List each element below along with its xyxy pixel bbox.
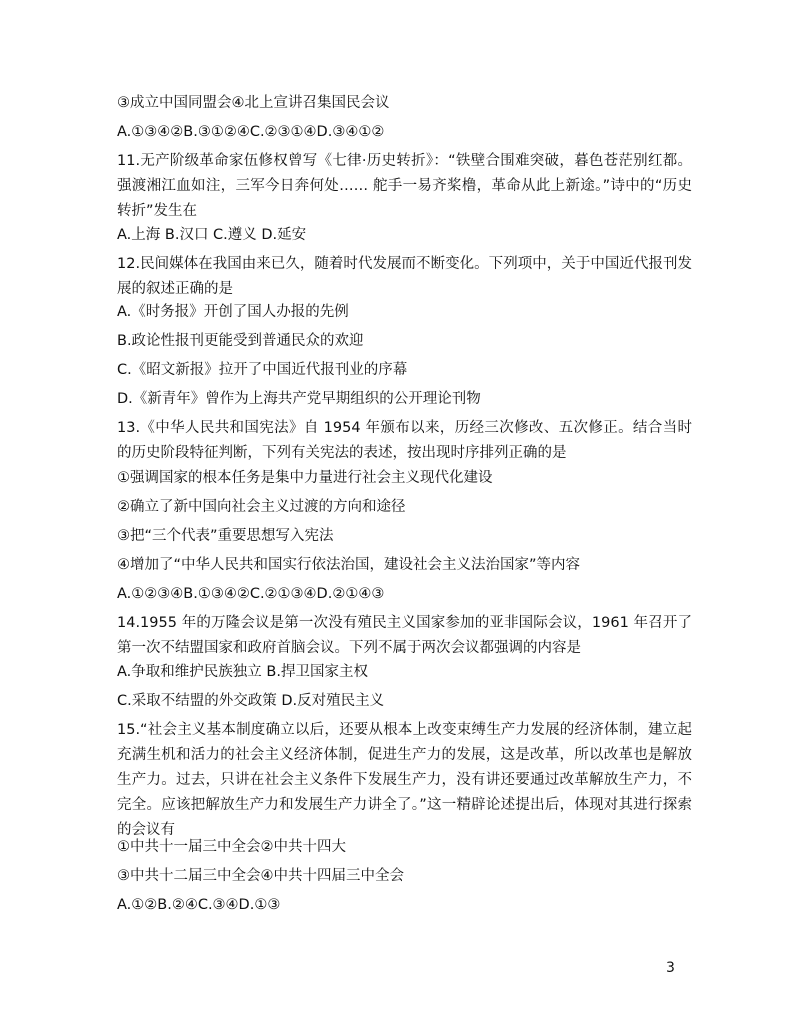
q12-stem: 12.民间媒体在我国由来已久，随着时代发展而不断变化。下列项中，关于中国近代报刊发展的叙述正确的是 xyxy=(117,256,692,297)
q15-items-1-2: ①中共十一届三中全会②中共十四大 xyxy=(117,839,346,855)
page-number: 3 xyxy=(666,960,675,976)
q11-stem: 11.无产阶级革命家伍修权曾写《七律·历史转折》：“铁壁合围难突破，暮色苍茫别红都。强渡湘江血如注，三军今日奔何处…… 舵手一易齐桨橹，革命从此上新途。”诗中的“历史转折”发生在 xyxy=(117,153,692,219)
q15-options: A.①②B.②④C.③④D.①③ xyxy=(117,897,281,913)
q14-stem: 14.1955 年的万隆会议是第一次没有殖民主义国家参加的亚非国际会议，1961 年召开了第一次不结盟国家和政府首脑会议。下列不属于两次会议都强调的内容是 xyxy=(117,615,692,656)
q10-items: ③成立中国同盟会④北上宣讲召集国民会议 xyxy=(117,95,390,111)
q13-options: A.①②③④B.①③④②C.②①③④D.②①④③ xyxy=(117,586,385,602)
q15-stem: 15.“社会主义基本制度确立以后，还要从根本上改变束缚生产力发展的经济体制，建立起充满生机和活力的社会主义经济体制，促进生产力的发展，这是改革，所以改革也是解放生产力。过去，只讲在社会主义条件下发展生产力，没有讲还要通过改革解放生产力，不完全。应该把解放生产力和发展生产力讲全了。”这一精辟论述提出后，体现对其进行探索的会议有 xyxy=(117,722,692,838)
q12-option-d: D.《新青年》曾作为上海共产党早期组织的公开理论刊物 xyxy=(117,391,481,407)
q12-option-a: A.《时务报》开创了国人办报的先例 xyxy=(117,304,349,320)
q13-item-2: ②确立了新中国向社会主义过渡的方向和途径 xyxy=(117,499,406,515)
q13-item-3: ③把“三个代表”重要思想写入宪法 xyxy=(117,528,334,544)
q12-option-b: B.政论性报刊更能受到普通民众的欢迎 xyxy=(117,333,364,349)
q11-options: A.上海 B.汉口 C.遵义 D.延安 xyxy=(117,227,307,243)
q13-item-1: ①强调国家的根本任务是集中力量进行社会主义现代化建设 xyxy=(117,470,493,486)
q15-items-3-4: ③中共十二届三中全会④中共十四届三中全会 xyxy=(117,868,404,884)
q13-stem: 13.《中华人民共和国宪法》自 1954 年颁布以来，历经三次修改、五次修正。结合当时的历史阶段特征判断，下列有关宪法的表述，按出现时序排列正确的是 xyxy=(117,420,692,461)
q14-options-cd: C.采取不结盟的外交政策 D.反对殖民主义 xyxy=(117,693,385,709)
q13-item-4: ④增加了“中华人民共和国实行依法治国，建设社会主义法治国家”等内容 xyxy=(117,557,581,573)
q10-options: A.①③④②B.③①②④C.②③①④D.③④①② xyxy=(117,124,385,140)
q14-options-ab: A.争取和维护民族独立 B.捍卫国家主权 xyxy=(117,664,368,680)
q12-option-c: C.《昭文新报》拉开了中国近代报刊业的序幕 xyxy=(117,362,408,378)
